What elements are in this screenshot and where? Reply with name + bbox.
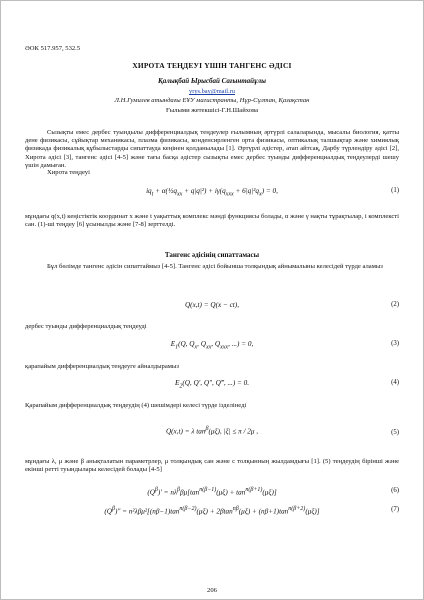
- equation-1: $iq_t$ + $\alpha(\frac{1}{2}q_{xx} + q|q|^2) + i\gamma(q_{xxx} + 6|q|^2q_x) = 0$,: [146, 187, 278, 198]
- equation-5: Q(x,t) = λ $\tan^\beta(\mu\xi)$, |ξ| ≤ π / 2μ ,: [165, 426, 259, 436]
- equation-7-number: (7): [391, 506, 399, 513]
- equation-3: $E_1(Q$, $Q_x$, $Q_{xx}$, $Q_{xxx}$, ...) = 0,: [170, 340, 254, 351]
- equation-1-number: (1): [391, 187, 399, 194]
- ode-intro-text: қарапайым дифференциалдық теңдеуге айналдырамыз: [25, 363, 179, 370]
- paper-title: ХИРОТА ТЕҢДЕУІ ҮШІН ТАНГЕНС ӘДІСІ: [132, 61, 292, 70]
- author-name: Қалықбай Ырысбай Сағынтайұлы: [157, 77, 266, 85]
- hirota-equation-intro: Хирота теңдеуі: [47, 169, 90, 176]
- solution-intro-text: Қарапайым дифференциалдық теңдеудің (4) шешімдері келесі түрде ізделінеді: [25, 402, 247, 409]
- variables-paragraph: мұндағы q(x,t) кеңістіктік координат x және t уақыттық комплекс мәнді функциясы болады, α және γ нақты тұрақтылар, i комплексті сан. (1)-ші теңдеу [6] ұсынылды және [7-8] зерттелді.: [25, 213, 399, 229]
- equation-6-number: (6): [391, 487, 399, 494]
- author-email[interactable]: yrys.bay@mail.ru: [189, 88, 235, 95]
- equation-6: $(Q^\beta)' = n\lambda^\beta\beta\mu[\tan^{n(\beta-1)}(\mu\xi) + \tan^{n(\beta+1)}(\mu\xi)]$: [147, 487, 277, 497]
- page-number: 206: [207, 587, 217, 594]
- equation-1-row: [1, 187, 423, 201]
- equation-5-row: [1, 426, 423, 446]
- equation-4-number: (4): [391, 379, 399, 386]
- equation-5-number: (5): [391, 429, 399, 436]
- supervisor-line: Ғылыми жетекшісі-Г.Н.Шайхова: [165, 107, 259, 114]
- equation-6-row: [1, 487, 423, 501]
- pde-intro-text: дербес туынды дифференциалдық теңдеуді: [25, 323, 147, 330]
- equation-2: Q(x,t) = Q(x − ct),: [184, 301, 239, 309]
- parameters-paragraph: мұндағы λ, μ және β анықталатын параметрлер, μ толқындық сан және c толқынның жылдамдығы [1]. (5) теңдеудің бірінші және екінші ретті туындылары келесідей болады [4-5]: [25, 458, 399, 474]
- equation-3-number: (3): [391, 340, 399, 347]
- equation-4: $E_2(Q$, Q′, Q″, Q‴, ...) = 0.: [174, 379, 250, 390]
- equation-2-number: (2): [391, 301, 399, 308]
- equation-7-row: [1, 506, 423, 520]
- equation-2-row: [1, 301, 423, 315]
- author-affiliation: Л.Н.Гумилев атындағы ЕҰУ магистранты, Нұр-Сұлтан, Қазақстан: [114, 97, 310, 104]
- method-paragraph: Бұл бөлімде тангенс әдісін сипаттаймыз [4-5]. Тангенс әдісі бойынша толқындық айнымалыны келесідей түрде аламыз: [47, 263, 383, 270]
- intro-paragraph: Сызықты емес дербес туындылы дифференциалдық теңдеулер ғылымның әртүрлі салаларында, мысалы биология, қатты дене физикасы, сұйықтар механикасы, плазма физикасы, конденсирленген орта физикасы, оптикалық талшықтар және химиялық физикада физикалық құбылыстарды сипаттауда кеңінен қолданылады [1]. Әртүрлі әдістер, атап айтсақ, Дарбу түрлендіру әдісі [2], Хирота әдісі [3], тангенс әдісі [4-5] және тағы басқа әдістер сызықты емес дербес туынды дифференциалдық теңдеулерді шешу үшін дамыған.: [25, 129, 399, 169]
- equation-7: $(Q^\beta)'' = n^2\lambda\beta\mu^2[(n\beta-1)\tan^{n(\beta-2)}(\mu\xi) + 2\beta\tan^{n\beta}(\mu\xi) + (n\beta+1)\tan^{n(\beta+2)}(\mu\xi)]$: [104, 506, 320, 516]
- section-heading: Тангенс әдісінің сипаттамасы: [164, 251, 260, 259]
- equation-4-row: [1, 379, 423, 393]
- udc-code: ӘОК 517.957, 532.5: [25, 45, 81, 52]
- equation-3-row: [1, 340, 423, 354]
